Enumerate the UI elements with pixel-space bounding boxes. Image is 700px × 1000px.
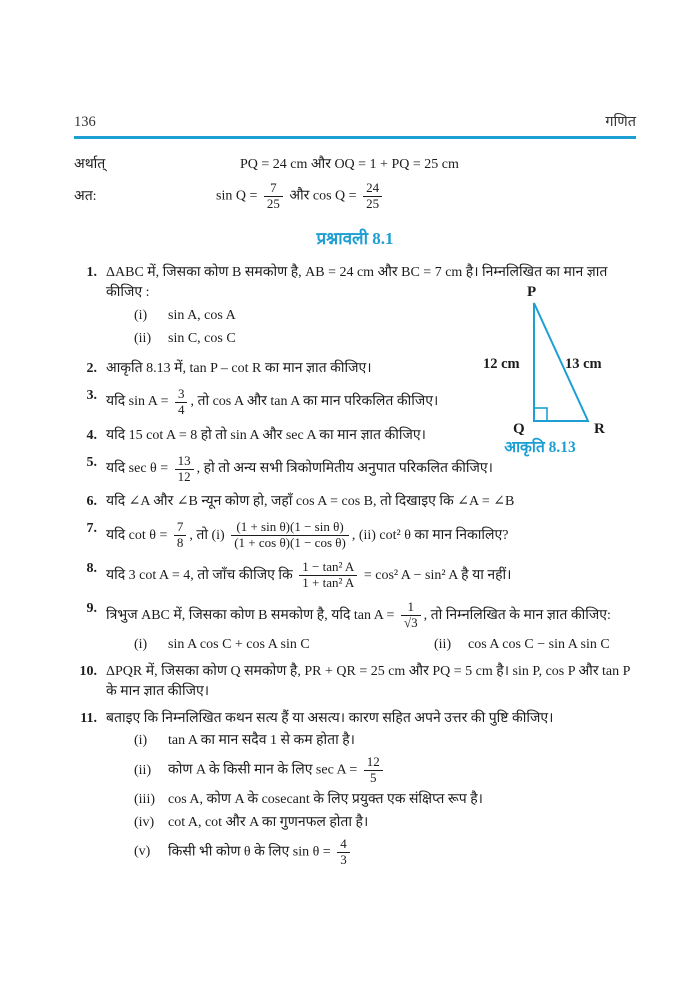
problem-number: 3. <box>86 387 97 403</box>
intro-line <box>74 180 636 213</box>
vertex-label-p: P <box>527 284 537 300</box>
problem-subitem <box>134 790 636 810</box>
subitem-label: (iv) <box>134 815 155 831</box>
figure-caption: आकृति 8.13 <box>504 439 576 456</box>
subitem-label: (i) <box>134 636 148 652</box>
problem-subitems <box>106 731 636 868</box>
problem-item <box>74 559 636 592</box>
intro-equation: PQ = 24 cm और OQ = 1 + PQ = 25 cm <box>240 156 459 172</box>
vertex-label-r: R <box>594 421 605 435</box>
problem-item <box>74 662 636 702</box>
problem-subitem <box>134 754 636 787</box>
subitem-label: (ii) <box>134 762 152 778</box>
subitem-text: sin A, cos A <box>168 308 236 324</box>
intro-equation: sin Q = $\frac{7}{25}$ और cos Q = $\frac{24}{25}$ <box>204 180 385 213</box>
problem-subitem <box>134 635 406 655</box>
fraction: $\frac{\text{1 − tan² A}}{\text{1 + tan² A}}$ <box>299 560 357 591</box>
side-label-13cm: 13 cm <box>565 356 602 372</box>
subitem-text: cos A, कोण A के cosecant के लिए प्रयुक्त एक संक्षिप्त रूप है। <box>168 792 483 808</box>
problem-body <box>106 599 636 655</box>
exercise-title: प्रश्नावली 8.1 <box>316 229 394 249</box>
subitem-label: (iii) <box>134 792 155 808</box>
problem-number: 4. <box>86 427 97 443</box>
problem-subitem <box>434 635 610 655</box>
problem-number: 5. <box>86 454 97 470</box>
subitem-text: cot A, cot और A का गुणनफल होता है। <box>168 815 369 831</box>
page-number: 136 <box>74 114 96 130</box>
problem-text: बताइए कि निम्नलिखित कथन सत्य हैं या असत्य। कारण सहित अपने उत्तर की पुष्टि कीजिए। <box>106 710 554 726</box>
problem-text: ΔPQR में, जिसका कोण Q समकोण है, PR + QR = 25 cm और PQ = 5 cm है। sin P, cos P और tan P के मान ज्ञात कीजिए। <box>106 663 630 699</box>
vertex-label-q: Q <box>513 421 525 435</box>
subitem-text: sin C, cos C <box>168 331 236 347</box>
fraction: $\frac{1}{√3}$ <box>401 600 421 631</box>
problem-text: आकृति 8.13 में, tan P – cot R का मान ज्ञात कीजिए। <box>106 360 372 376</box>
problem-body <box>106 559 636 592</box>
subitem-text: किसी भी कोण θ के लिए sin θ = $\frac{4}{3}$ <box>168 836 353 869</box>
problem-body <box>106 709 636 872</box>
subitem-label: (v) <box>134 844 151 860</box>
problem-item <box>74 519 636 552</box>
problem-body <box>106 662 636 702</box>
problem-number: 6. <box>86 494 97 510</box>
subitem-text: tan A का मान सदैव 1 से कम होता है। <box>168 733 355 749</box>
subitem-text: कोण A के किसी मान के लिए sec A = $\frac{12}{5}$ <box>168 754 386 787</box>
problem-number: 9. <box>86 601 97 617</box>
problem-text: यदि 15 cot A = 8 हो तो sin A और sec A का मान ज्ञात कीजिए। <box>106 427 426 443</box>
problem-text: यदि ∠A और ∠B न्यून कोण हो, जहाँ cos A = cos B, तो दिखाइए कि ∠A = ∠B <box>106 494 515 510</box>
problem-text: यदि sin A = $\frac{3}{4}$ , तो cos A और tan A का मान परिकलित कीजिए। <box>106 385 439 417</box>
intro-line <box>74 155 636 175</box>
problem-number: 11. <box>80 710 97 726</box>
problem-item <box>74 709 636 872</box>
problem-number: 2. <box>86 360 97 376</box>
subitem-label: (i) <box>134 308 148 324</box>
problem-subitem <box>134 731 636 751</box>
subitem-label: (ii) <box>434 636 452 652</box>
problem-text: ΔABC में, जिसका कोण B समकोण है, AB = 24 cm और BC = 7 cm है। निम्नलिखित का मान ज्ञात कीजिए : <box>106 265 608 301</box>
problem-subitem <box>134 813 636 833</box>
problem-number: 1. <box>86 265 97 281</box>
subitem-label: (i) <box>134 733 148 749</box>
fraction: $\frac{4}{3}$ <box>337 837 350 868</box>
subject-title: गणित <box>605 114 636 130</box>
fraction: $\frac{24}{25}$ <box>363 181 382 212</box>
subitem-label: (ii) <box>134 331 152 347</box>
triangle-figure <box>455 283 650 459</box>
problem-body <box>106 492 636 512</box>
header-rule <box>74 136 636 139</box>
problem-number: 8. <box>86 561 97 577</box>
problem-subitems <box>106 635 636 655</box>
problem-text: त्रिभुज ABC में, जिसका कोण B समकोण है, यदि tan A = $\frac{1}{√3}$ , तो निम्नलिखित के मान ज्ञात कीजिए: <box>106 599 611 631</box>
side-label-12cm: 12 cm <box>483 356 520 372</box>
right-angle-marker <box>534 408 547 421</box>
problem-text: यदि 3 cot A = 4, तो जाँच कीजिए कि $\frac{\text{1 − tan² A}}{\text{1 + tan² A}}$ = cos² A − sin² A है या नहीं। <box>106 559 512 591</box>
problem-subitem <box>134 836 636 869</box>
subitem-text: sin A cos C + cos A sin C <box>168 636 310 652</box>
right-triangle-diagram <box>455 283 650 435</box>
subitem-text: cos A cos C − sin A sin C <box>468 636 610 652</box>
problem-text: यदि cot θ = $\frac{7}{8}$ , तो (i) $\frac{\text{(1 + sin θ)(1 − sin θ)}}{\text{(1 + cos θ)(1 − cos θ)}}$ , (ii) cot² θ का मान निकालिए? <box>106 519 509 551</box>
problem-body <box>106 519 636 552</box>
problem-number: 7. <box>86 521 97 537</box>
fraction: $\frac{13}{12}$ <box>175 454 194 485</box>
problem-item <box>74 599 636 655</box>
fraction: $\frac{12}{5}$ <box>364 755 383 786</box>
worked-example-conclusion <box>74 155 636 214</box>
page-header <box>74 112 636 133</box>
fraction: $\frac{3}{4}$ <box>175 387 188 418</box>
problem-number: 10. <box>79 663 97 679</box>
fraction: $\frac{7}{8}$ <box>174 520 187 551</box>
problem-text: यदि sec θ = $\frac{13}{12}$ , हो तो अन्य सभी त्रिकोणमितीय अनुपात परिकलित कीजिए। <box>106 452 493 484</box>
intro-label: अत: <box>74 188 97 204</box>
problem-item <box>74 492 636 512</box>
fraction: $\frac{7}{25}$ <box>264 181 283 212</box>
fraction: $\frac{\text{(1 + sin θ)(1 − sin θ)}}{\text{(1 + cos θ)(1 − cos θ)}}$ <box>231 520 349 551</box>
intro-label: अर्थात् <box>74 156 106 172</box>
